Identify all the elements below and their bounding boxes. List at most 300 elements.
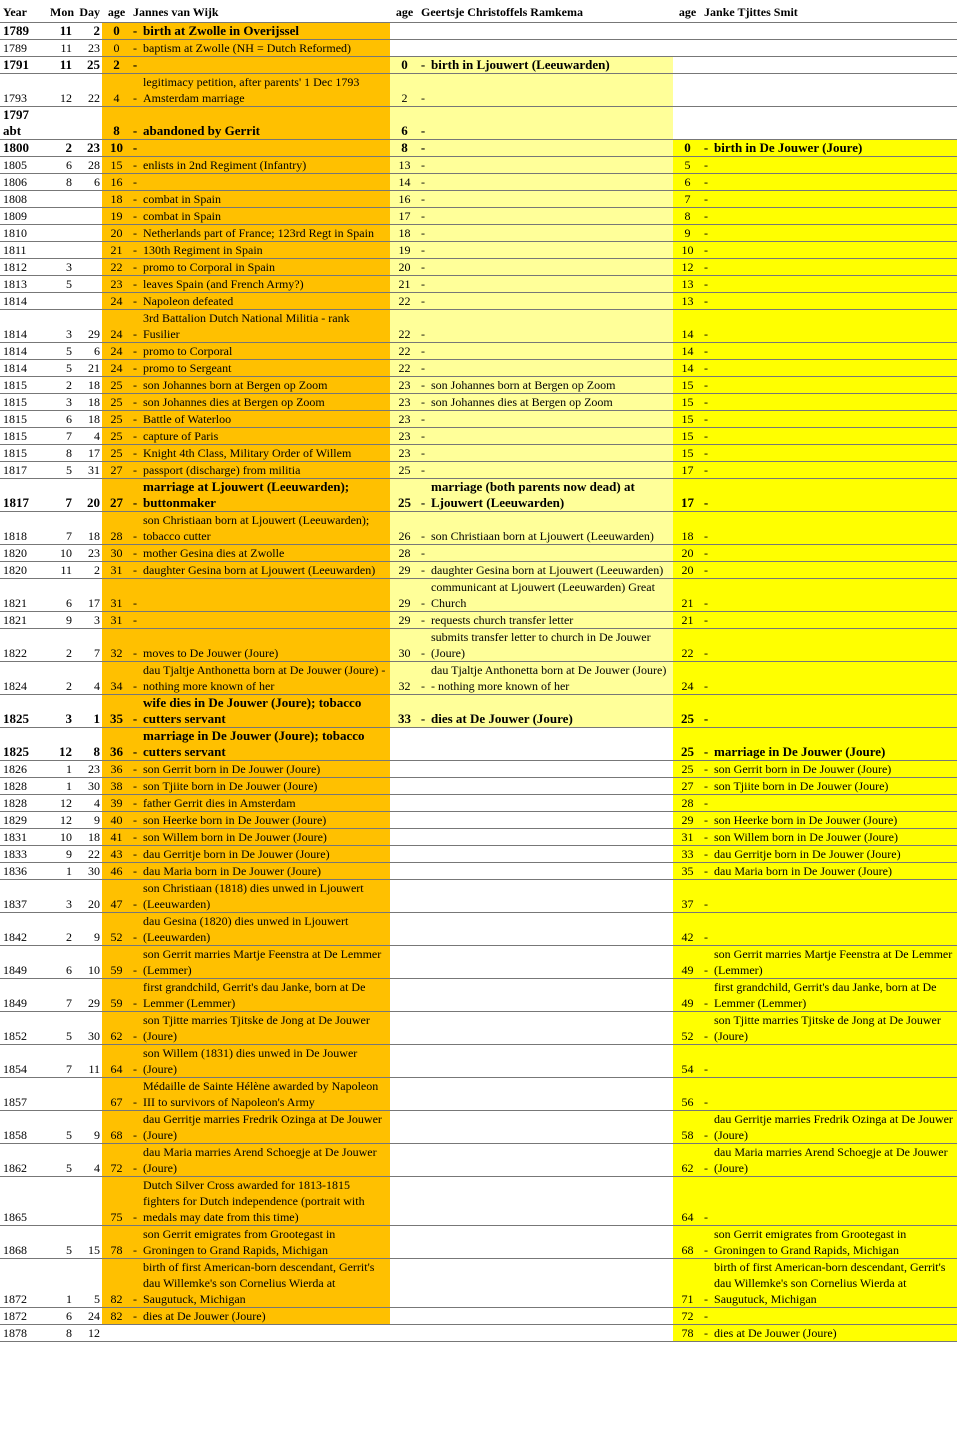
- geertsje-age-cell: 22: [390, 293, 418, 310]
- jannes-dash: -: [130, 1045, 140, 1078]
- janke-event-cell: [711, 74, 957, 107]
- jannes-age-cell: 0: [102, 40, 130, 57]
- day-cell: 3: [74, 612, 102, 629]
- header-day: Day: [79, 5, 100, 19]
- jannes-dash: -: [130, 778, 140, 795]
- janke-age-cell: 29: [673, 812, 701, 829]
- geertsje-age-cell: [390, 1177, 418, 1226]
- jannes-event-cell: dau Gesina (1820) dies unwed in Ljouwert (Leeuwarden): [140, 913, 390, 946]
- jannes-age-cell: 19: [102, 208, 130, 225]
- geertsje-dash: [418, 913, 428, 946]
- day-cell: 4: [74, 428, 102, 445]
- jannes-event-cell: son Willem (1831) dies unwed in De Jouwer (Joure): [140, 1045, 390, 1078]
- geertsje-dash: -: [418, 343, 428, 360]
- month-cell: 2: [47, 913, 74, 946]
- jannes-dash: -: [130, 1111, 140, 1144]
- jannes-event-cell: moves to De Jouwer (Joure): [140, 629, 390, 662]
- janke-age-cell: 13: [673, 293, 701, 310]
- month-cell: 10: [47, 545, 74, 562]
- janke-event-cell: [711, 579, 957, 612]
- jannes-event-cell: dau Gerritje born in De Jouwer (Joure): [140, 846, 390, 863]
- month-cell: [47, 208, 74, 225]
- janke-age-cell: 71: [673, 1259, 701, 1308]
- janke-event-cell: son Tjiite born in De Jouwer (Joure): [711, 778, 957, 795]
- jannes-dash: -: [130, 276, 140, 293]
- jannes-dash: -: [130, 411, 140, 428]
- table-row: [0, 140, 957, 157]
- day-cell: 23: [74, 545, 102, 562]
- geertsje-age-cell: 30: [390, 629, 418, 662]
- header-age-geertsje: age: [395, 5, 414, 19]
- janke-event-cell: [711, 562, 957, 579]
- jannes-age-cell: 23: [102, 276, 130, 293]
- jannes-age-cell: 25: [102, 445, 130, 462]
- day-cell: [74, 225, 102, 242]
- geertsje-event-cell: [428, 1045, 673, 1078]
- jannes-age-cell: 82: [102, 1308, 130, 1325]
- month-cell: 1: [47, 1259, 74, 1308]
- table-row: [0, 562, 957, 579]
- geertsje-dash: -: [418, 612, 428, 629]
- janke-age-cell: 0: [673, 140, 701, 157]
- jannes-age-cell: 68: [102, 1111, 130, 1144]
- geertsje-event-cell: [428, 40, 673, 57]
- janke-event-cell: dau Gerritje marries Fredrik Ozinga at De Jouwer (Joure): [711, 1111, 957, 1144]
- geertsje-age-cell: 32: [390, 662, 418, 695]
- year-cell: 1825: [0, 695, 47, 728]
- month-cell: 7: [47, 428, 74, 445]
- month-cell: 12: [47, 795, 74, 812]
- jannes-age-cell: 25: [102, 394, 130, 411]
- header-geertsje: Geertsje Christoffels Ramkema: [421, 5, 583, 19]
- table-row: [0, 1012, 957, 1045]
- janke-dash: -: [701, 662, 711, 695]
- janke-age-cell: 22: [673, 629, 701, 662]
- geertsje-age-cell: 29: [390, 579, 418, 612]
- day-cell: 6: [74, 174, 102, 191]
- jannes-event-cell: son Christiaan (1818) dies unwed in Ljouwert (Leeuwarden): [140, 880, 390, 913]
- table-row: [0, 812, 957, 829]
- janke-age-cell: 25: [673, 761, 701, 778]
- geertsje-event-cell: son Johannes born at Bergen op Zoom: [428, 377, 673, 394]
- janke-event-cell: [711, 545, 957, 562]
- geertsje-age-cell: [390, 1078, 418, 1111]
- jannes-event-cell: dies at De Jouwer (Joure): [140, 1308, 390, 1325]
- year-cell: 1815: [0, 445, 47, 462]
- geertsje-age-cell: 0: [390, 57, 418, 74]
- janke-event-cell: [711, 612, 957, 629]
- year-cell: 1811: [0, 242, 47, 259]
- janke-event-cell: marriage in De Jouwer (Joure): [711, 728, 957, 761]
- year-cell: 1800: [0, 140, 47, 157]
- janke-age-cell: 58: [673, 1111, 701, 1144]
- janke-event-cell: son Tjitte marries Tjitske de Jong at De Jouwer (Joure): [711, 1012, 957, 1045]
- day-cell: 23: [74, 140, 102, 157]
- janke-event-cell: [711, 512, 957, 545]
- jannes-dash: -: [130, 445, 140, 462]
- month-cell: 6: [47, 1308, 74, 1325]
- geertsje-event-cell: birth in Ljouwert (Leeuwarden): [428, 57, 673, 74]
- year-cell: 1821: [0, 612, 47, 629]
- day-cell: 4: [74, 662, 102, 695]
- jannes-age-cell: 41: [102, 829, 130, 846]
- geertsje-dash: -: [418, 107, 428, 140]
- day-cell: 29: [74, 310, 102, 343]
- geertsje-event-cell: marriage (both parents now dead) at Ljouwert (Leeuwarden): [428, 479, 673, 512]
- geertsje-age-cell: [390, 23, 418, 40]
- geertsje-event-cell: [428, 880, 673, 913]
- janke-event-cell: dau Maria marries Arend Schoegje at De Jouwer (Joure): [711, 1144, 957, 1177]
- month-cell: 11: [47, 40, 74, 57]
- janke-event-cell: son Gerrit marries Martje Feenstra at De Lemmer (Lemmer): [711, 946, 957, 979]
- jannes-event-cell: dau Maria marries Arend Schoegje at De Jouwer (Joure): [140, 1144, 390, 1177]
- geertsje-age-cell: [390, 946, 418, 979]
- janke-age-cell: 52: [673, 1012, 701, 1045]
- jannes-dash: -: [130, 979, 140, 1012]
- timeline-table: [0, 2, 957, 1342]
- day-cell: 30: [74, 863, 102, 880]
- jannes-age-cell: 67: [102, 1078, 130, 1111]
- month-cell: 2: [47, 662, 74, 695]
- geertsje-event-cell: [428, 174, 673, 191]
- jannes-dash: -: [130, 40, 140, 57]
- janke-dash: -: [701, 612, 711, 629]
- geertsje-event-cell: [428, 1012, 673, 1045]
- janke-age-cell: [673, 107, 701, 140]
- geertsje-dash: [418, 1012, 428, 1045]
- janke-event-cell: [711, 208, 957, 225]
- month-cell: 12: [47, 74, 74, 107]
- day-cell: 4: [74, 795, 102, 812]
- geertsje-event-cell: [428, 293, 673, 310]
- month-cell: 6: [47, 157, 74, 174]
- jannes-age-cell: 47: [102, 880, 130, 913]
- janke-age-cell: 54: [673, 1045, 701, 1078]
- geertsje-dash: -: [418, 276, 428, 293]
- day-cell: 18: [74, 394, 102, 411]
- janke-dash: -: [701, 394, 711, 411]
- year-cell: 1858: [0, 1111, 47, 1144]
- month-cell: 3: [47, 394, 74, 411]
- jannes-age-cell: 31: [102, 612, 130, 629]
- jannes-age-cell: 82: [102, 1259, 130, 1308]
- jannes-event-cell: combat in Spain: [140, 191, 390, 208]
- janke-age-cell: 14: [673, 343, 701, 360]
- month-cell: 11: [47, 23, 74, 40]
- day-cell: 18: [74, 829, 102, 846]
- janke-age-cell: 8: [673, 208, 701, 225]
- janke-event-cell: [711, 174, 957, 191]
- jannes-age-cell: 22: [102, 259, 130, 276]
- janke-dash: -: [701, 242, 711, 259]
- geertsje-dash: [418, 1144, 428, 1177]
- geertsje-event-cell: [428, 1144, 673, 1177]
- year-cell: 1818: [0, 512, 47, 545]
- geertsje-event-cell: daughter Gesina born at Ljouwert (Leeuwarden): [428, 562, 673, 579]
- geertsje-dash: -: [418, 377, 428, 394]
- jannes-event-cell: wife dies in De Jouwer (Joure); tobacco cutters servant: [140, 695, 390, 728]
- jannes-dash: -: [130, 310, 140, 343]
- geertsje-dash: [418, 778, 428, 795]
- table-row: [0, 545, 957, 562]
- geertsje-event-cell: [428, 310, 673, 343]
- day-cell: 17: [74, 445, 102, 462]
- geertsje-event-cell: [428, 360, 673, 377]
- table-row: [0, 512, 957, 545]
- geertsje-event-cell: [428, 411, 673, 428]
- geertsje-dash: -: [418, 259, 428, 276]
- timeline-rows: [0, 23, 957, 1342]
- jannes-dash: -: [130, 140, 140, 157]
- jannes-event-cell: [140, 1325, 390, 1342]
- janke-event-cell: [711, 360, 957, 377]
- janke-dash: -: [701, 411, 711, 428]
- year-cell: 1809: [0, 208, 47, 225]
- table-row: [0, 1325, 957, 1342]
- janke-event-cell: [711, 1177, 957, 1226]
- janke-dash: -: [701, 946, 711, 979]
- janke-age-cell: 15: [673, 428, 701, 445]
- year-cell: 1822: [0, 629, 47, 662]
- header-age-jannes: age: [107, 5, 126, 19]
- jannes-age-cell: 24: [102, 343, 130, 360]
- jannes-dash: -: [130, 259, 140, 276]
- month-cell: [47, 242, 74, 259]
- jannes-event-cell: birth at Zwolle in Overijssel: [140, 23, 390, 40]
- geertsje-dash: -: [418, 445, 428, 462]
- janke-age-cell: 31: [673, 829, 701, 846]
- janke-event-cell: [711, 394, 957, 411]
- geertsje-age-cell: [390, 1045, 418, 1078]
- jannes-dash: -: [130, 629, 140, 662]
- jannes-dash: -: [130, 512, 140, 545]
- geertsje-age-cell: 23: [390, 428, 418, 445]
- geertsje-dash: [418, 1111, 428, 1144]
- jannes-dash: -: [130, 208, 140, 225]
- jannes-event-cell: first grandchild, Gerrit's dau Janke, born at De Lemmer (Lemmer): [140, 979, 390, 1012]
- geertsje-event-cell: [428, 946, 673, 979]
- geertsje-age-cell: 23: [390, 377, 418, 394]
- janke-dash: -: [701, 979, 711, 1012]
- janke-age-cell: 9: [673, 225, 701, 242]
- jannes-event-cell: son Johannes dies at Bergen op Zoom: [140, 394, 390, 411]
- jannes-age-cell: 25: [102, 428, 130, 445]
- janke-age-cell: [673, 23, 701, 40]
- day-cell: 5: [74, 1259, 102, 1308]
- geertsje-dash: [418, 1078, 428, 1111]
- year-cell: 1842: [0, 913, 47, 946]
- jannes-event-cell: son Gerrit emigrates from Grootegast in Groningen to Grand Rapids, Michigan: [140, 1226, 390, 1259]
- month-cell: 2: [47, 140, 74, 157]
- geertsje-dash: [418, 1259, 428, 1308]
- month-cell: 5: [47, 1012, 74, 1045]
- jannes-event-cell: father Gerrit dies in Amsterdam: [140, 795, 390, 812]
- jannes-event-cell: Netherlands part of France; 123rd Regt in Spain: [140, 225, 390, 242]
- jannes-dash: -: [130, 343, 140, 360]
- jannes-age-cell: 15: [102, 157, 130, 174]
- geertsje-dash: [418, 728, 428, 761]
- geertsje-age-cell: [390, 1012, 418, 1045]
- janke-event-cell: dau Gerritje born in De Jouwer (Joure): [711, 846, 957, 863]
- janke-age-cell: 15: [673, 445, 701, 462]
- janke-dash: -: [701, 761, 711, 778]
- jannes-dash: -: [130, 1078, 140, 1111]
- day-cell: 6: [74, 343, 102, 360]
- day-cell: 18: [74, 377, 102, 394]
- jannes-age-cell: 72: [102, 1144, 130, 1177]
- geertsje-event-cell: [428, 208, 673, 225]
- janke-event-cell: son Gerrit born in De Jouwer (Joure): [711, 761, 957, 778]
- day-cell: [74, 107, 102, 140]
- table-row: [0, 846, 957, 863]
- jannes-dash: -: [130, 360, 140, 377]
- jannes-dash: -: [130, 1177, 140, 1226]
- table-row: [0, 728, 957, 761]
- jannes-age-cell: 46: [102, 863, 130, 880]
- jannes-event-cell: marriage in De Jouwer (Joure); tobacco cutters servant: [140, 728, 390, 761]
- geertsje-event-cell: [428, 343, 673, 360]
- jannes-event-cell: legitimacy petition, after parents' 1 Dec 1793 Amsterdam marriage: [140, 74, 390, 107]
- janke-age-cell: 25: [673, 695, 701, 728]
- year-cell: 1821: [0, 579, 47, 612]
- janke-event-cell: [711, 310, 957, 343]
- jannes-age-cell: 36: [102, 728, 130, 761]
- jannes-age-cell: 40: [102, 812, 130, 829]
- day-cell: 17: [74, 579, 102, 612]
- table-row: [0, 778, 957, 795]
- jannes-event-cell: combat in Spain: [140, 208, 390, 225]
- geertsje-event-cell: [428, 225, 673, 242]
- janke-dash: -: [701, 157, 711, 174]
- geertsje-event-cell: [428, 1226, 673, 1259]
- month-cell: 7: [47, 479, 74, 512]
- year-cell: 1852: [0, 1012, 47, 1045]
- janke-event-cell: [711, 242, 957, 259]
- geertsje-dash: -: [418, 562, 428, 579]
- jannes-dash: -: [130, 191, 140, 208]
- janke-event-cell: [711, 795, 957, 812]
- year-cell: 1849: [0, 979, 47, 1012]
- jannes-event-cell: son Johannes born at Bergen op Zoom: [140, 377, 390, 394]
- table-row: [0, 377, 957, 394]
- geertsje-age-cell: 6: [390, 107, 418, 140]
- geertsje-event-cell: [428, 829, 673, 846]
- year-cell: 1849: [0, 946, 47, 979]
- jannes-age-cell: 59: [102, 979, 130, 1012]
- jannes-dash: -: [130, 23, 140, 40]
- jannes-age-cell: 43: [102, 846, 130, 863]
- day-cell: 18: [74, 512, 102, 545]
- geertsje-dash: -: [418, 140, 428, 157]
- janke-age-cell: 27: [673, 778, 701, 795]
- geertsje-event-cell: [428, 140, 673, 157]
- geertsje-age-cell: 18: [390, 225, 418, 242]
- year-cell: 1793: [0, 74, 47, 107]
- header-year: Year: [3, 5, 27, 19]
- janke-event-cell: [711, 695, 957, 728]
- janke-dash: -: [701, 1325, 711, 1342]
- month-cell: 7: [47, 512, 74, 545]
- jannes-event-cell: Napoleon defeated: [140, 293, 390, 310]
- jannes-event-cell: son Gerrit marries Martje Feenstra at De Lemmer (Lemmer): [140, 946, 390, 979]
- jannes-age-cell: 31: [102, 562, 130, 579]
- jannes-dash: -: [130, 394, 140, 411]
- year-cell: 1836: [0, 863, 47, 880]
- table-row: [0, 428, 957, 445]
- jannes-dash: -: [130, 225, 140, 242]
- month-cell: 3: [47, 310, 74, 343]
- jannes-event-cell: [140, 57, 390, 74]
- geertsje-dash: -: [418, 157, 428, 174]
- geertsje-age-cell: [390, 846, 418, 863]
- geertsje-event-cell: [428, 1259, 673, 1308]
- jannes-event-cell: Battle of Waterloo: [140, 411, 390, 428]
- month-cell: 2: [47, 629, 74, 662]
- month-cell: 8: [47, 445, 74, 462]
- month-cell: 3: [47, 259, 74, 276]
- jannes-dash: -: [130, 829, 140, 846]
- year-cell: 1814: [0, 293, 47, 310]
- janke-event-cell: [711, 293, 957, 310]
- janke-age-cell: 17: [673, 479, 701, 512]
- month-cell: [47, 1177, 74, 1226]
- jannes-dash: -: [130, 1226, 140, 1259]
- geertsje-age-cell: 19: [390, 242, 418, 259]
- geertsje-event-cell: [428, 812, 673, 829]
- month-cell: 1: [47, 778, 74, 795]
- janke-age-cell: [673, 57, 701, 74]
- day-cell: 7: [74, 629, 102, 662]
- janke-dash: -: [701, 1308, 711, 1325]
- janke-dash: -: [701, 1078, 711, 1111]
- month-cell: 5: [47, 343, 74, 360]
- geertsje-age-cell: 13: [390, 157, 418, 174]
- month-cell: 9: [47, 846, 74, 863]
- janke-dash: -: [701, 1012, 711, 1045]
- janke-age-cell: 12: [673, 259, 701, 276]
- jannes-age-cell: 52: [102, 913, 130, 946]
- geertsje-dash: [418, 979, 428, 1012]
- geertsje-event-cell: [428, 276, 673, 293]
- day-cell: 24: [74, 1308, 102, 1325]
- jannes-event-cell: Médaille de Sainte Hélène awarded by Napoleon III to survivors of Napoleon's Army: [140, 1078, 390, 1111]
- jannes-dash: -: [130, 1012, 140, 1045]
- janke-event-cell: [711, 1308, 957, 1325]
- janke-dash: [701, 107, 711, 140]
- geertsje-age-cell: 17: [390, 208, 418, 225]
- geertsje-age-cell: 23: [390, 411, 418, 428]
- janke-event-cell: [711, 225, 957, 242]
- day-cell: 11: [74, 1045, 102, 1078]
- janke-event-cell: [711, 479, 957, 512]
- jannes-event-cell: mother Gesina dies at Zwolle: [140, 545, 390, 562]
- jannes-dash: -: [130, 1144, 140, 1177]
- geertsje-age-cell: [390, 778, 418, 795]
- geertsje-age-cell: [390, 829, 418, 846]
- day-cell: 2: [74, 23, 102, 40]
- janke-dash: -: [701, 310, 711, 343]
- janke-dash: -: [701, 795, 711, 812]
- table-row: [0, 208, 957, 225]
- month-cell: 2: [47, 377, 74, 394]
- jannes-event-cell: abandoned by Gerrit: [140, 107, 390, 140]
- year-cell: 1820: [0, 545, 47, 562]
- geertsje-event-cell: [428, 242, 673, 259]
- jannes-age-cell: 75: [102, 1177, 130, 1226]
- janke-event-cell: dies at De Jouwer (Joure): [711, 1325, 957, 1342]
- geertsje-event-cell: [428, 1308, 673, 1325]
- table-row: [0, 57, 957, 74]
